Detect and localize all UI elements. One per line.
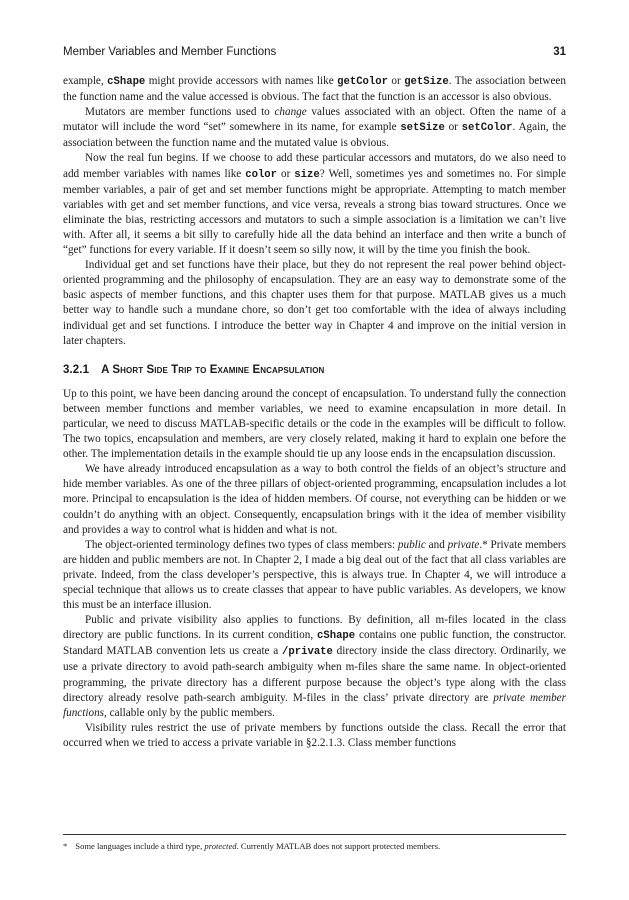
footnote-rule	[63, 834, 566, 835]
running-header	[63, 46, 566, 58]
footnote-mark: *	[63, 841, 68, 851]
code-setsize: setSize	[400, 122, 445, 135]
paragraph-2: Mutators are member functions used to change values associated with an object. Often the name of a mutator will include the word “set” somewhere in its name, for example setSize or setColor. Again, the association between the function name and the mutated value is obvious.	[63, 106, 567, 150]
code-color: color	[245, 168, 278, 181]
paragraph-4: Individual get and set functions have their place, but they do not represent the real power behind object-oriented programming and the philosophy of encapsulation. They are an easy way to demonstrate some of the basic aspects of member functions, and this chapter uses them for that purpose. MATLAB gives us a much better way to handle such a mundane chore, so don’t get too comfortable with the idea of always including individual get and set functions. I introduce the better way in Chapter 4 and improve on the initial version in later chapters.	[63, 259, 566, 347]
code-getcolor: getColor	[337, 76, 388, 88]
footnote: * Some languages include a third type, protected. Currently MATLAB does not support protected members.	[63, 841, 441, 851]
code-cshape-2: cShape	[317, 630, 356, 643]
emphasis-public: public	[397, 538, 426, 551]
paragraph-8: Public and private visibility also applies to functions. By definition, all m-files located in the class directory are public functions. In its current condition, cShape contains one public function, the constructor. Standard MATLAB convention lets us create a /private directory inside the class directory. Ordinarily, we use a private directory to avoid path-search ambiguity when m-files share the same name. In object-oriented programming, the private directory has a different purpose because the object’s type along with the class directory already resolve path-search ambiguity. M-files in the class’ private directory are private member functions, callable only by the public members.	[63, 614, 567, 719]
paragraph-1: example, cShape might provide accessors with names like getColor or getSize. The association between the function name and the value accessed is obvious. The fact that the function is an accessor is also obvious.	[63, 75, 566, 104]
paragraph-3: Now the real fun begins. If we choose to add these particular accessors and mutators, do we also need to add member variables with names like color or size? Well, sometimes yes and sometimes no. For simple member variables, a pair of get and set member functions might be appropriate. Attempting to match member variables with get and set member functions, and vice versa, reveals a strong bias toward structures. Once we eliminate the bias, restricting accessors and mutators to such a simple association is a limitation we can’t live with. After all, it seems a bit silly to carefully hide all the data behind an interface and then write a bunch of “get” functions for every variable. If it doesn’t seem so silly now, it will by the time you finish the book.	[63, 152, 566, 257]
paragraph-9: Visibility rules restrict the use of private members by functions outside the class. Recall the error that occurred when we tried to access a private variable in §2.2.1.3. Class member functions	[63, 721, 566, 749]
section-title: A Short Side Trip to Examine Encapsulation	[101, 363, 325, 376]
emphasis-private: private	[447, 538, 480, 551]
section-heading	[63, 363, 566, 378]
section-number: 3.2.1	[63, 363, 90, 376]
code-cshape: cShape	[107, 76, 146, 88]
running-title: Member Variables and Member Functions	[63, 46, 277, 58]
paragraph-6: We have already introduced encapsulation as a way to both control the fields of an object’s structure and hide member variables. As one of the three pillars of object-oriented programming, encapsulation includes a lot more. Principal to encapsulation is the idea of hidden members. Of course, not everything can be hidden or we couldn’t do anything with an object. Consequently, encapsulation brings with it the idea of member visibility and provides a way to control what is hidden and what is not.	[63, 463, 566, 536]
code-private-dir: /private	[282, 646, 333, 659]
emphasis-change: change	[274, 106, 307, 119]
main-text	[63, 74, 566, 751]
code-size: size	[294, 168, 320, 181]
code-getsize: getSize	[404, 76, 449, 88]
code-setcolor: setColor	[461, 122, 513, 135]
paragraph-5: Up to this point, we have been dancing around the concept of encapsulation. To understand fully the connection between member functions and member variables, we need to examine encapsulation in more detail. In particular, we need to discuss MATLAB-specific details or the code in the examples will be difficult to follow. The two topics, encapsulation and members, are very closely related, making it hard to explain one before the other. The implementation details in the example should tie up any loose ends in the encapsulation discussion.	[63, 387, 566, 461]
emphasis-protected: protected	[204, 841, 237, 851]
emphasis-private-member-functions: private member functions	[63, 691, 566, 719]
paragraph-7: The object-oriented terminology defines two types of class members: public and private.* Private members are hidden and public members are not. In Chapter 2, I made a big deal out of the fact that all class variables are private. Indeed, from the class developer’s perspective, this is always true. In Chapter 4, we will introduce a special technique that allows us to create classes that appear to have public variables. As developers, we know this must be an interface illusion.	[63, 538, 566, 612]
page-number: 31	[553, 46, 566, 58]
